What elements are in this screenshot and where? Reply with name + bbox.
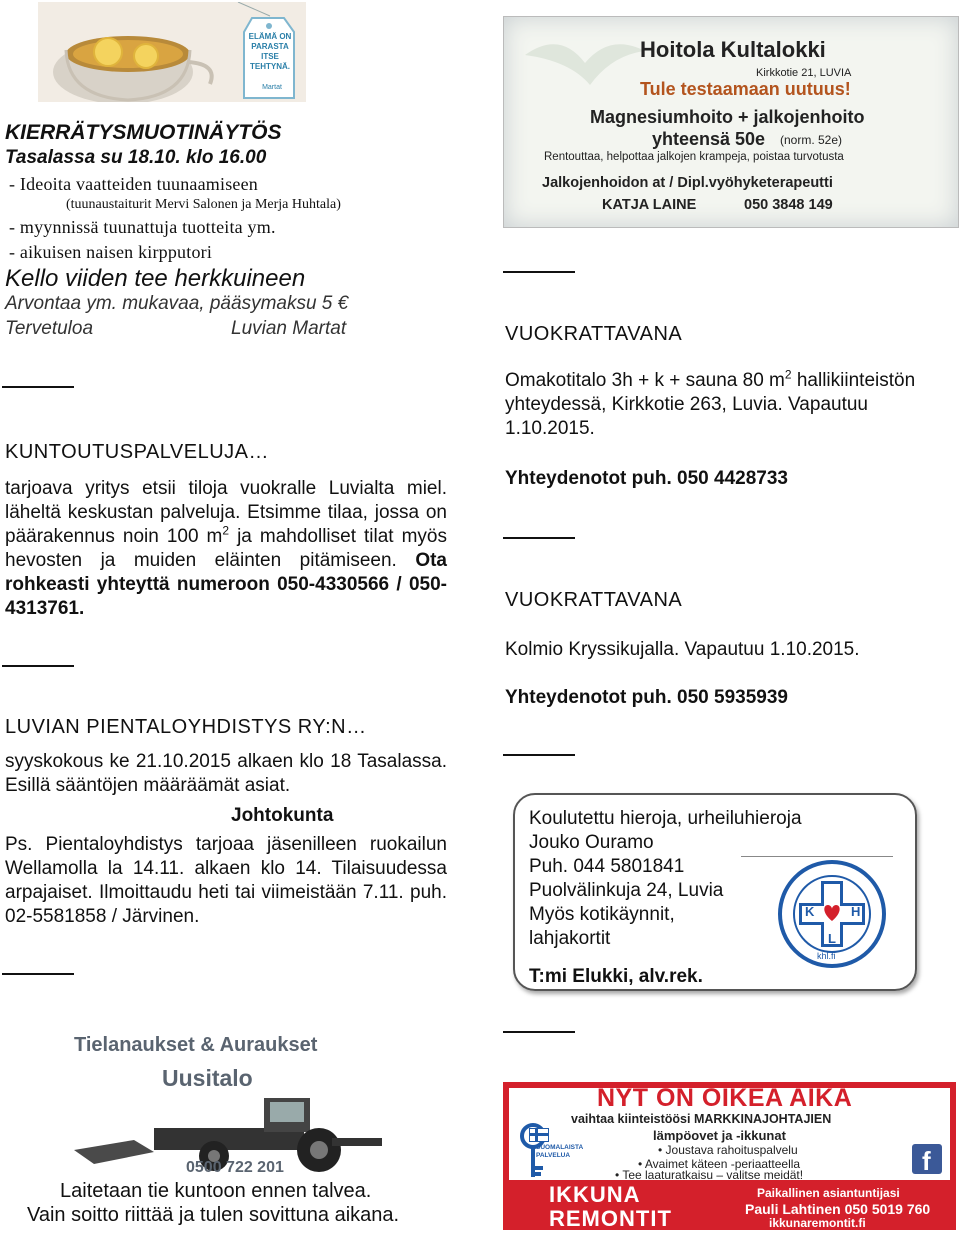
separator-line bbox=[503, 537, 575, 539]
martat-brand: Martat bbox=[262, 84, 282, 91]
vuokra1-contact: Yhteydenotot puh. 050 4428733 bbox=[505, 468, 788, 489]
hieroja-company: T:mi Elukki, alv.rek. bbox=[529, 966, 703, 987]
tielanaukset-title: Tielanaukset & Auraukset bbox=[74, 1034, 318, 1056]
luvian-martat: Luvian Martat bbox=[231, 318, 347, 339]
divider bbox=[741, 856, 893, 857]
hoitola-norm: (norm. 52e) bbox=[780, 133, 843, 147]
hoitola-address: Kirkkotie 21, LUVIA bbox=[756, 67, 852, 79]
kello-viiden: Kello viiden tee herkkuineen bbox=[5, 265, 306, 292]
kierratys-item: - Ideoita vaatteiden tuunaamiseen bbox=[9, 174, 258, 194]
khl-letter: K bbox=[805, 904, 815, 919]
kuntoutus-body: tarjoava yritys etsii tiloja vuokralle Luvialta miel. läheltä keskustan palveluja. Etsimme tilaa, jossa on päärakennus noin 100 $m^2$ ja mahdolliset tilat myös hevosten ja muiden eläinten pitämiseen. Ota rohkeasti yhteyttä numeroon 050-4330566 / 050-4313761. bbox=[5, 478, 447, 619]
hoitola-phone: 050 3848 149 bbox=[744, 197, 833, 213]
kuntoutus-heading: KUNTOUTUSPALVELUJA… bbox=[5, 441, 270, 463]
hieroja-line: Koulutettu hieroja, urheiluhieroja bbox=[529, 808, 802, 829]
khl-letter: L bbox=[828, 931, 836, 946]
tea-tag-text: ELÄMÄ ON PARASTA ITSE TEHTYNÄ. bbox=[248, 32, 292, 71]
tielanaukset-ad bbox=[64, 1022, 384, 1182]
tielanaukset-line1: Laitetaan tie kuntoon ennen talvea. bbox=[60, 1180, 372, 1202]
kierratys-subtitle: Tasalassa su 18.10. klo 16.00 bbox=[5, 147, 267, 168]
arvontaa-line: Arvontaa ym. mukavaa, pääsymaksu 5 € bbox=[5, 293, 349, 314]
hoitola-offer2: yhteensä 50e bbox=[652, 129, 766, 149]
hoitola-role: Jalkojenhoidon at / Dipl.vyöhyketerapeutti bbox=[542, 175, 833, 191]
separator-line bbox=[503, 271, 575, 273]
ikkuna-bullet: • Joustava rahoituspalvelu bbox=[658, 1143, 798, 1157]
ikkuna-ad bbox=[503, 1082, 956, 1230]
hieroja-line: Myös kotikäynnit, bbox=[529, 904, 675, 925]
hoitola-desc: Rentouttaa, helpottaa jalkojen krampeja, poistaa turvotusta bbox=[544, 151, 844, 163]
separator-line bbox=[2, 973, 74, 975]
hoitola-ad bbox=[503, 16, 959, 228]
gull-icon bbox=[520, 25, 650, 105]
tielanaukset-phone: 0500 722 201 bbox=[186, 1159, 284, 1176]
ikkuna-brand-2: REMONTIT bbox=[549, 1206, 672, 1230]
khl-url: khl.fi bbox=[817, 951, 836, 961]
ikkuna-sub: vaihtaa kiinteistöösi MARKKINAJOHTAJIEN bbox=[571, 1112, 832, 1126]
khl-logo bbox=[777, 859, 887, 969]
separator-line bbox=[2, 665, 74, 667]
tervetuloa: Tervetuloa bbox=[5, 318, 94, 339]
vuokra2-contact: Yhteydenotot puh. 050 5935939 bbox=[505, 687, 788, 708]
ikkuna-brand-1: IKKUNA bbox=[549, 1182, 641, 1207]
facebook-icon[interactable]: f bbox=[912, 1144, 942, 1174]
hieroja-line: Puh. 044 5801841 bbox=[529, 856, 685, 877]
vuokra2-heading: VUOKRATTAVANA bbox=[505, 589, 683, 611]
vuokra2-body: Kolmio Kryssikujalla. Vapautuu 1.10.2015. bbox=[505, 639, 860, 660]
hoitola-person: KATJA LAINE bbox=[602, 197, 697, 213]
separator-line bbox=[2, 386, 74, 388]
hieroja-card bbox=[513, 793, 917, 991]
kierratys-item-note: (tuunaustaiturit Mervi Salonen ja Merja Huhtala) bbox=[66, 197, 341, 212]
khl-letter: H bbox=[851, 904, 861, 919]
pientalo-heading: LUVIAN PIENTALOYHDISTYS RY:N… bbox=[5, 716, 367, 738]
ikkuna-bullet: • Avaimet käteen -periaatteella bbox=[638, 1157, 801, 1171]
separator-line bbox=[503, 754, 575, 756]
vuokra1-heading: VUOKRATTAVANA bbox=[505, 323, 683, 345]
ikkuna-headline: NYT ON OIKEA AIKA bbox=[597, 1084, 853, 1112]
hoitola-title: Hoitola Kultalokki bbox=[640, 37, 826, 62]
kierratys-title: KIERRÄTYSMUOTINÄYTÖS bbox=[5, 121, 282, 144]
hoitola-offer1: Magnesiumhoito + jalkojenhoito bbox=[590, 107, 865, 127]
ikkuna-contact: Pauli Lahtinen 050 5019 760 bbox=[745, 1201, 931, 1217]
ikkuna-local: Paikallinen asiantuntijasi bbox=[757, 1186, 900, 1200]
hieroja-line: Puolvälinkuja 24, Luvia bbox=[529, 880, 724, 901]
ikkuna-bullet: • Tee laaturatkaisu – valitse meidät! bbox=[615, 1168, 804, 1182]
hieroja-line: Jouko Ouramo bbox=[529, 832, 654, 853]
ikkuna-sub2: lämpöovet ja -ikkunat bbox=[653, 1128, 786, 1143]
finnish-flag-icon bbox=[529, 1128, 549, 1142]
ikkuna-url: ikkunaremontit.fi bbox=[769, 1216, 866, 1230]
ikkuna-badge: SUOMALAISTA PALVELUA bbox=[536, 1144, 583, 1159]
pientalo-ps: Ps. Pientaloyhdistys tarjoaa jäsenilleen ruokailun Wellamolla la 14.11. alkaen klo 14. Tilaisuudessa arpajaiset. Ilmoittaudu heti tai viimeistään 7.11. puh. 02-5581858 / Järvinen. bbox=[5, 834, 447, 927]
kierratys-item: - aikuisen naisen kirpputori bbox=[9, 242, 213, 262]
hoitola-slogan: Tule testaamaan uutuus! bbox=[640, 79, 851, 99]
kierratys-item: - myynnissä tuunattuja tuotteita ym. bbox=[9, 217, 276, 237]
separator-line bbox=[503, 1031, 575, 1033]
hieroja-line: lahjakortit bbox=[529, 928, 611, 949]
vuokra1-body: Omakotitalo 3h + k + sauna 80 $m^2$ hallikiinteistön yhteydessä, Kirkkotie 263, Luvia. Vapautuu 1.10.2015. bbox=[505, 367, 916, 439]
tea-ad-image bbox=[38, 2, 306, 102]
uusitalo-name: Uusitalo bbox=[162, 1065, 253, 1091]
pientalo-body: syyskokous ke 21.10.2015 alkaen klo 18 Tasalassa. Esillä sääntöjen määräämät asiat. bbox=[5, 751, 447, 796]
pientalo-signature: Johtokunta bbox=[231, 805, 334, 826]
tielanaukset-line2: Vain soitto riittää ja tulen sovittuna aikana. bbox=[27, 1204, 400, 1226]
